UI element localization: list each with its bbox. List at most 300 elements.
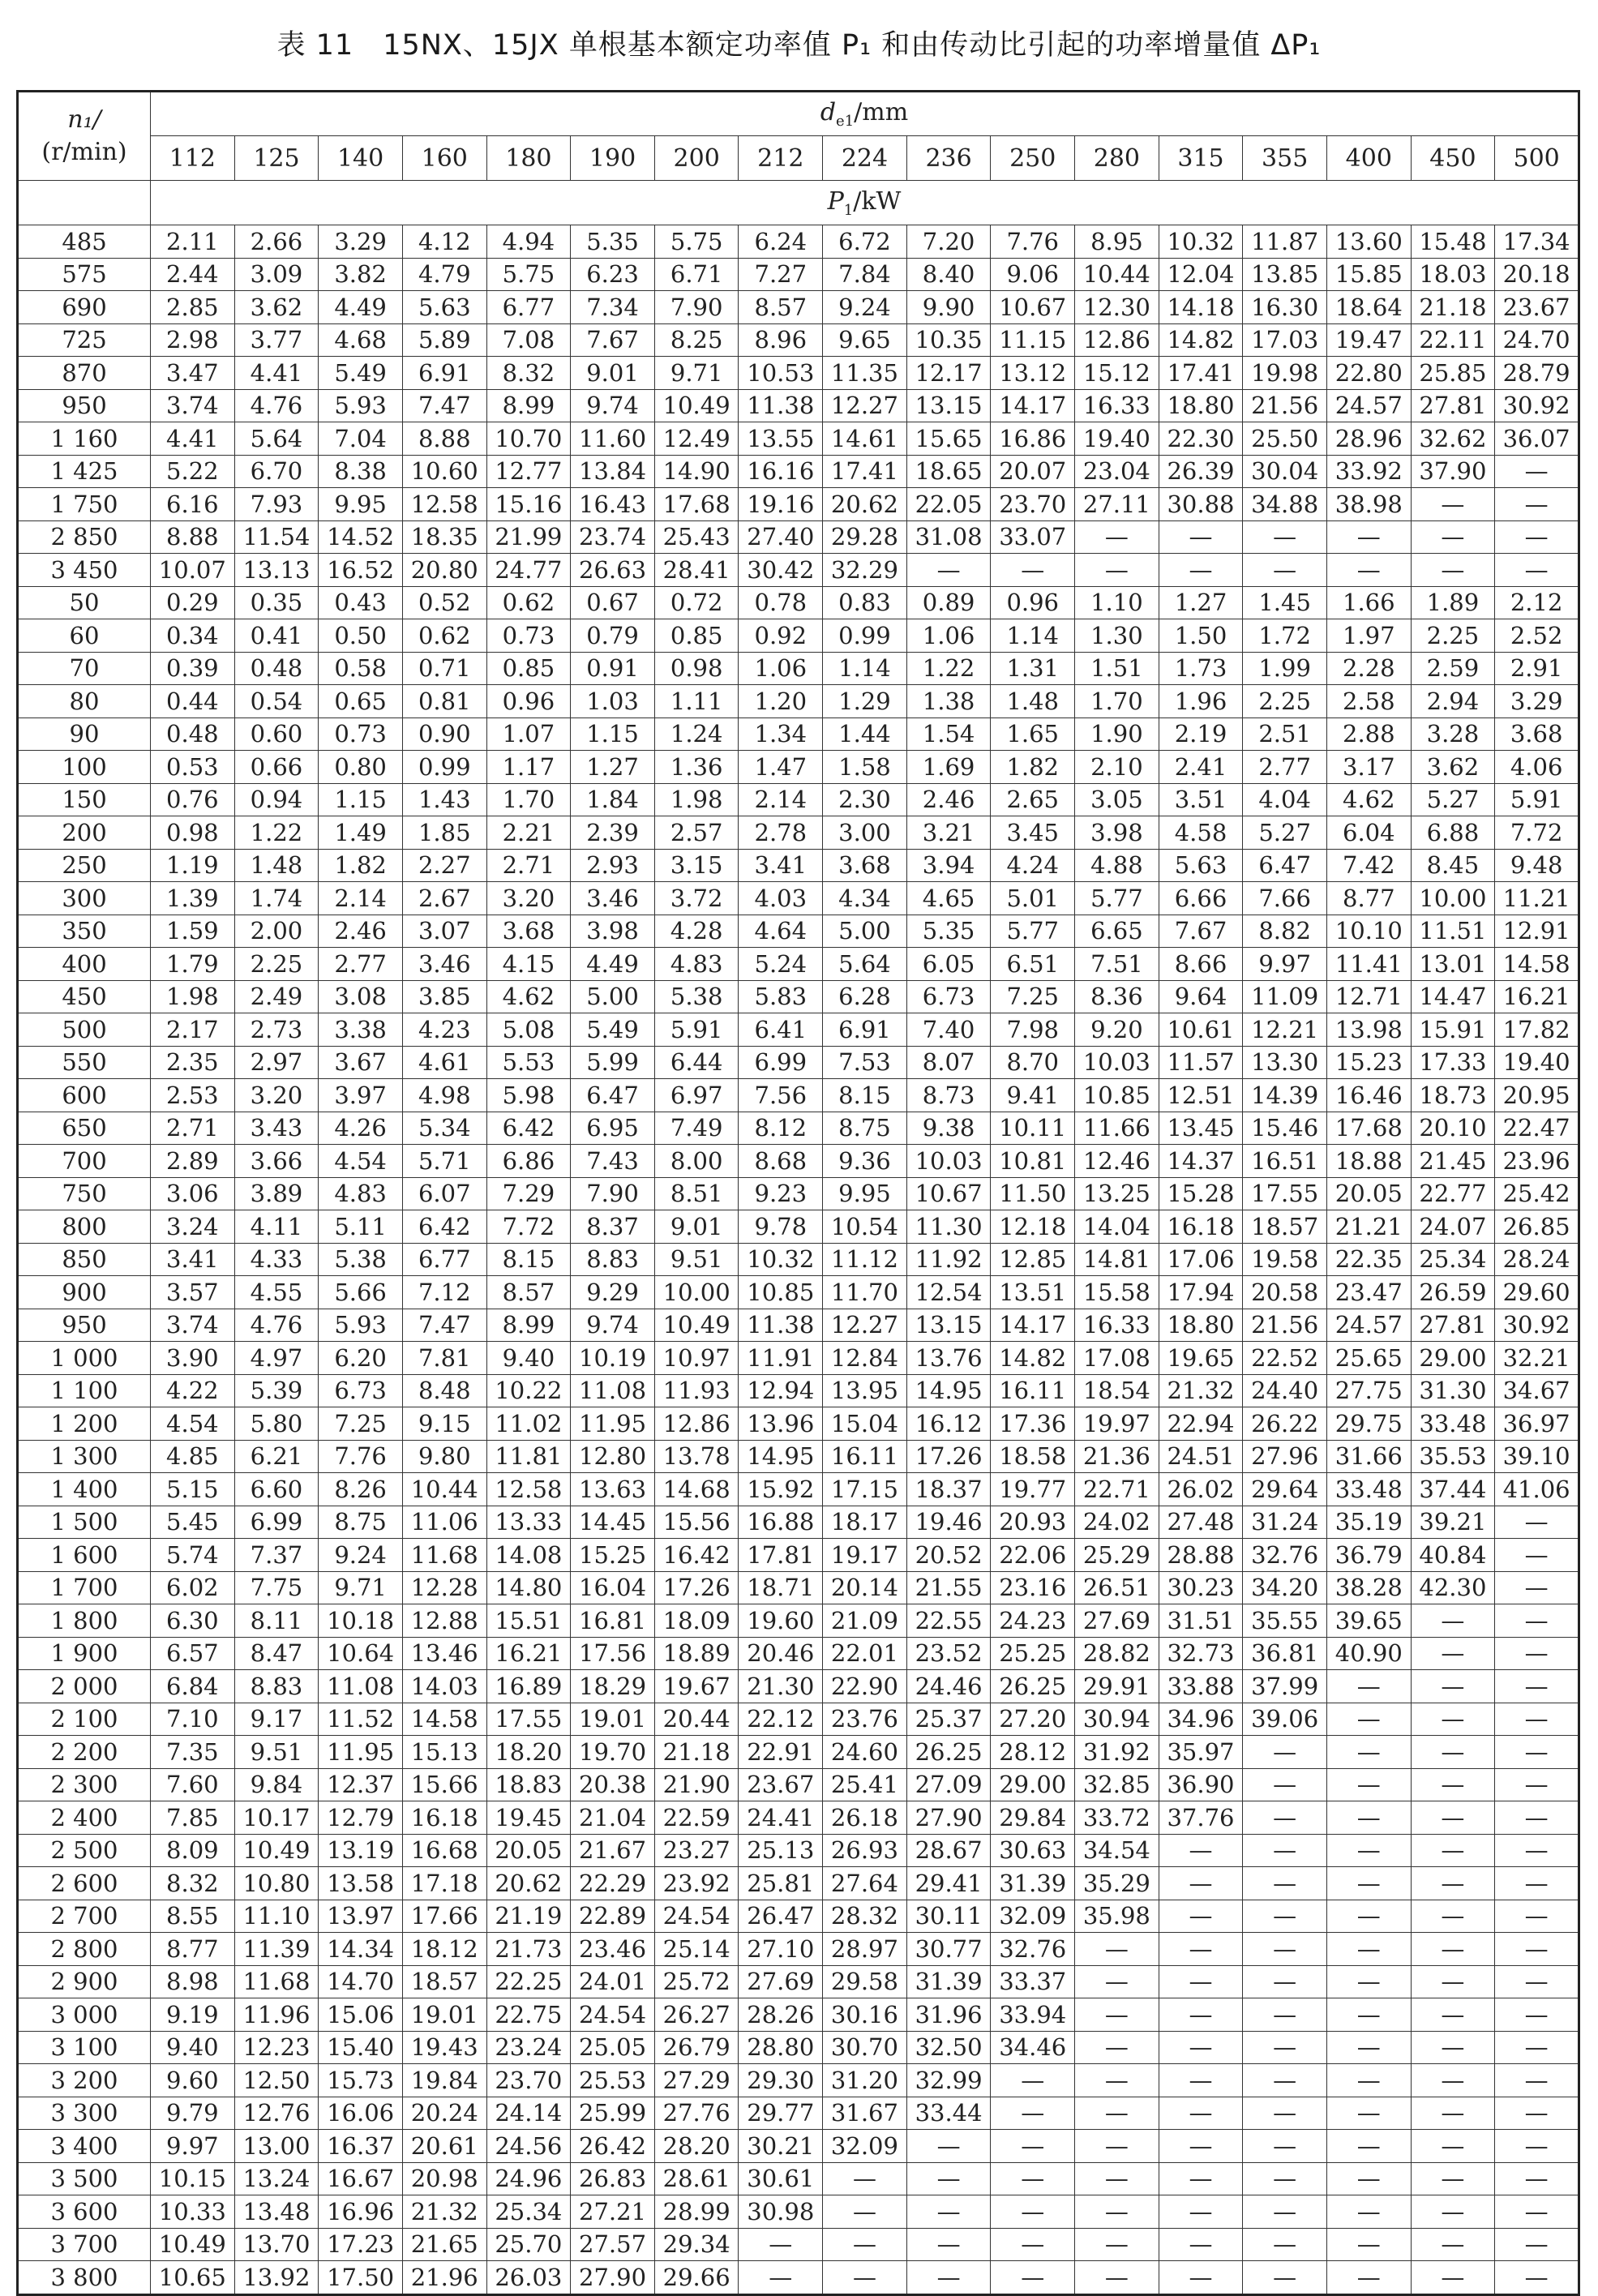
- power-cell: 4.26: [319, 1112, 403, 1145]
- power-cell: 40.84: [1411, 1539, 1495, 1572]
- power-cell: 8.25: [654, 323, 739, 357]
- power-cell: 12.50: [234, 2064, 319, 2097]
- power-cell: 1.27: [571, 751, 655, 784]
- power-cell: 9.24: [823, 291, 907, 324]
- power-cell: 11.08: [319, 1670, 403, 1703]
- power-cell: 7.53: [823, 1046, 907, 1079]
- power-cell: 28.26: [739, 1998, 823, 2032]
- power-cell: 5.27: [1243, 816, 1327, 850]
- power-cell: 9.20: [1075, 1013, 1159, 1047]
- power-cell: —: [1159, 1933, 1243, 1966]
- power-cell: 25.99: [571, 2097, 655, 2130]
- power-cell: 34.88: [1243, 488, 1327, 521]
- table-row: [18, 1801, 1579, 1835]
- power-cell: —: [1326, 2195, 1411, 2229]
- diameter-value: 400: [1326, 136, 1411, 181]
- power-cell: —: [1243, 2195, 1327, 2229]
- power-cell: 15.66: [402, 1768, 486, 1801]
- diameter-label: d: [820, 98, 837, 126]
- power-cell: 27.75: [1326, 1374, 1411, 1407]
- rpm-cell: 3 500: [18, 2162, 151, 2195]
- power-cell: 24.70: [1495, 323, 1579, 357]
- power-cell: 6.57: [151, 1637, 235, 1670]
- power-cell: 2.10: [1075, 751, 1159, 784]
- power-cell: 4.06: [1495, 751, 1579, 784]
- power-cell: 4.97: [234, 1342, 319, 1375]
- power-cell: —: [1326, 554, 1411, 587]
- power-cell: 4.62: [486, 980, 571, 1013]
- power-cell: 30.11: [906, 1900, 991, 1933]
- power-cell: 5.34: [402, 1112, 486, 1145]
- power-cell: 0.90: [402, 718, 486, 751]
- power-cell: 1.24: [654, 718, 739, 751]
- power-cell: 4.94: [486, 225, 571, 259]
- power-cell: 14.03: [402, 1670, 486, 1703]
- power-cell: 20.58: [1243, 1276, 1327, 1309]
- power-cell: 17.34: [1495, 225, 1579, 259]
- power-cell: 12.37: [319, 1768, 403, 1801]
- rpm-cell: 2 200: [18, 1736, 151, 1769]
- power-cell: —: [1495, 2130, 1579, 2163]
- power-cell: —: [1495, 1539, 1579, 1572]
- power-cell: 12.71: [1326, 980, 1411, 1013]
- table-row: [18, 2261, 1579, 2295]
- power-cell: 16.30: [1243, 291, 1327, 324]
- power-cell: 15.58: [1075, 1276, 1159, 1309]
- rpm-cell: 2 700: [18, 1900, 151, 1933]
- power-cell: 20.62: [823, 488, 907, 521]
- power-cell: 18.09: [654, 1604, 739, 1638]
- power-cell: 23.04: [1075, 455, 1159, 488]
- power-cell: 22.29: [571, 1867, 655, 1900]
- power-cell: 4.83: [319, 1177, 403, 1210]
- power-cell: 30.04: [1243, 455, 1327, 488]
- power-cell: 9.65: [823, 323, 907, 357]
- table-row: [18, 291, 1579, 324]
- power-cell: 20.10: [1411, 1112, 1495, 1145]
- power-cell: 28.12: [991, 1736, 1075, 1769]
- power-cell: —: [1411, 520, 1495, 554]
- power-cell: 10.49: [234, 1834, 319, 1867]
- power-cell: —: [1075, 520, 1159, 554]
- power-cell: 13.84: [571, 455, 655, 488]
- power-cell: 20.95: [1495, 1079, 1579, 1112]
- power-cell: 2.89: [151, 1145, 235, 1178]
- power-cell: 9.01: [654, 1210, 739, 1244]
- power-cell: 27.90: [906, 1801, 991, 1835]
- power-cell: 18.12: [402, 1933, 486, 1966]
- power-cell: 5.35: [906, 915, 991, 948]
- power-cell: 26.47: [739, 1900, 823, 1933]
- power-cell: 27.90: [571, 2261, 655, 2295]
- power-cell: —: [991, 2162, 1075, 2195]
- power-cell: 17.08: [1075, 1342, 1159, 1375]
- power-cell: 1.27: [1159, 586, 1243, 619]
- power-cell: 15.92: [739, 1473, 823, 1506]
- power-cell: 22.77: [1411, 1177, 1495, 1210]
- power-cell: 12.58: [402, 488, 486, 521]
- power-cell: 4.98: [402, 1079, 486, 1112]
- power-cell: 15.46: [1243, 1112, 1327, 1145]
- power-cell: 17.68: [1326, 1112, 1411, 1145]
- power-cell: 6.99: [234, 1506, 319, 1539]
- power-cell: 7.10: [151, 1703, 235, 1736]
- power-cell: 20.80: [402, 554, 486, 587]
- power-cell: 24.57: [1326, 389, 1411, 422]
- power-cell: —: [906, 2130, 991, 2163]
- power-cell: 9.48: [1495, 849, 1579, 882]
- power-cell: 37.76: [1159, 1801, 1243, 1835]
- diameter-sub: e1: [836, 113, 855, 130]
- power-cell: 15.56: [654, 1506, 739, 1539]
- power-cell: 28.41: [654, 554, 739, 587]
- power-cell: 35.98: [1075, 1900, 1159, 1933]
- power-cell: 4.34: [823, 882, 907, 915]
- power-cell: 5.01: [991, 882, 1075, 915]
- power-cell: 12.23: [234, 2031, 319, 2064]
- power-cell: 1.22: [906, 652, 991, 685]
- power-cell: 32.73: [1159, 1637, 1243, 1670]
- power-cell: 3.94: [906, 849, 991, 882]
- power-cell: 12.21: [1243, 1013, 1327, 1047]
- power-cell: 8.75: [319, 1506, 403, 1539]
- power-cell: 0.98: [654, 652, 739, 685]
- table-row: [18, 1998, 1579, 2032]
- table-row: [18, 1079, 1579, 1112]
- power-cell: 14.90: [654, 455, 739, 488]
- power-cell: 2.77: [1243, 751, 1327, 784]
- power-cell: 11.54: [234, 520, 319, 554]
- power-cell: 22.94: [1159, 1407, 1243, 1441]
- power-cell: 4.23: [402, 1013, 486, 1047]
- power-cell: —: [1159, 520, 1243, 554]
- power-cell: 29.91: [1075, 1670, 1159, 1703]
- diameter-value: 500: [1495, 136, 1579, 181]
- table-row: [18, 882, 1579, 915]
- power-cell: 9.17: [234, 1703, 319, 1736]
- rpm-cell: 400: [18, 948, 151, 981]
- power-cell: 17.26: [906, 1440, 991, 1473]
- power-cell: 18.64: [1326, 291, 1411, 324]
- power-cell: 1.58: [823, 751, 907, 784]
- power-cell: 10.44: [1075, 258, 1159, 291]
- power-cell: 12.46: [1075, 1145, 1159, 1178]
- power-cell: 7.98: [991, 1013, 1075, 1047]
- table-row: [18, 586, 1579, 619]
- power-cell: 6.20: [319, 1342, 403, 1375]
- power-cell: 10.32: [739, 1243, 823, 1276]
- power-cell: 4.55: [234, 1276, 319, 1309]
- power-cell: 11.95: [319, 1736, 403, 1769]
- power-cell: 7.47: [402, 1309, 486, 1342]
- power-cell: 14.47: [1411, 980, 1495, 1013]
- power-cell: 13.63: [571, 1473, 655, 1506]
- rpm-cell: 800: [18, 1210, 151, 1244]
- power-cell: 9.95: [823, 1177, 907, 1210]
- power-cell: 1.07: [486, 718, 571, 751]
- power-cell: 8.77: [1326, 882, 1411, 915]
- power-cell: 12.77: [486, 455, 571, 488]
- power-cell: 8.88: [151, 520, 235, 554]
- power-cell: —: [1495, 2195, 1579, 2229]
- power-cell: 4.41: [151, 422, 235, 456]
- rpm-cell: 1 160: [18, 422, 151, 456]
- rpm-cell: 1 000: [18, 1342, 151, 1375]
- power-cell: 0.89: [906, 586, 991, 619]
- power-cell: 3.15: [654, 849, 739, 882]
- rpm-cell: 2 500: [18, 1834, 151, 1867]
- rpm-cell: 900: [18, 1276, 151, 1309]
- table-row: [18, 619, 1579, 653]
- power-cell: 12.85: [991, 1243, 1075, 1276]
- power-cell: 4.85: [151, 1440, 235, 1473]
- power-cell: 7.75: [234, 1571, 319, 1604]
- power-cell: 2.14: [319, 882, 403, 915]
- power-cell: 0.54: [234, 685, 319, 718]
- power-cell: —: [991, 2097, 1075, 2130]
- table-row: [18, 422, 1579, 456]
- power-cell: —: [823, 2162, 907, 2195]
- power-cell: —: [1495, 1801, 1579, 1835]
- power-cell: 0.92: [739, 619, 823, 653]
- power-cell: 29.34: [654, 2228, 739, 2261]
- power-cell: —: [823, 2228, 907, 2261]
- power-cell: 25.42: [1495, 1177, 1579, 1210]
- power-cell: 4.79: [402, 258, 486, 291]
- power-cell: —: [1411, 488, 1495, 521]
- rpm-cell: 50: [18, 586, 151, 619]
- power-cell: 2.88: [1326, 718, 1411, 751]
- power-cell: 24.02: [1075, 1506, 1159, 1539]
- power-cell: 36.97: [1495, 1407, 1579, 1441]
- power-cell: 2.94: [1411, 685, 1495, 718]
- power-cell: 13.96: [739, 1407, 823, 1441]
- power-cell: 14.34: [319, 1933, 403, 1966]
- power-cell: 26.83: [571, 2162, 655, 2195]
- diameter-value: 224: [823, 136, 907, 181]
- rpm-cell: 700: [18, 1145, 151, 1178]
- table-row: [18, 225, 1579, 259]
- power-cell: 0.79: [571, 619, 655, 653]
- power-cell: 14.82: [991, 1342, 1075, 1375]
- diameter-value: 190: [571, 136, 655, 181]
- table-row: [18, 520, 1579, 554]
- power-cell: 22.35: [1326, 1243, 1411, 1276]
- power-cell: 21.67: [571, 1834, 655, 1867]
- diameter-value: 315: [1159, 136, 1243, 181]
- table-row: [18, 2195, 1579, 2229]
- power-cell: 26.42: [571, 2130, 655, 2163]
- power-cell: 9.71: [654, 357, 739, 390]
- power-cell: —: [1495, 1933, 1579, 1966]
- power-cell: 10.00: [654, 1276, 739, 1309]
- power-cell: 11.02: [486, 1407, 571, 1441]
- power-cell: 5.49: [571, 1013, 655, 1047]
- power-cell: 21.30: [739, 1670, 823, 1703]
- power-cell: 32.76: [1243, 1539, 1327, 1572]
- power-cell: —: [1411, 2064, 1495, 2097]
- power-cell: 7.42: [1326, 849, 1411, 882]
- power-cell: 27.76: [654, 2097, 739, 2130]
- power-cell: —: [1411, 554, 1495, 587]
- power-cell: 1.74: [234, 882, 319, 915]
- power-cell: —: [1159, 2031, 1243, 2064]
- power-cell: 1.96: [1159, 685, 1243, 718]
- power-cell: 14.58: [1495, 948, 1579, 981]
- power-cell: 18.71: [739, 1571, 823, 1604]
- power-cell: —: [1326, 1933, 1411, 1966]
- power-cell: 1.10: [1075, 586, 1159, 619]
- power-cell: —: [1075, 2031, 1159, 2064]
- power-cell: 11.35: [823, 357, 907, 390]
- power-cell: 22.25: [486, 1965, 571, 1998]
- power-cell: 13.48: [234, 2195, 319, 2229]
- power-cell: 6.77: [486, 291, 571, 324]
- power-cell: 13.85: [1243, 258, 1327, 291]
- power-cell: 26.85: [1495, 1210, 1579, 1244]
- power-cell: 13.15: [906, 389, 991, 422]
- power-cell: 14.18: [1159, 291, 1243, 324]
- power-cell: —: [1495, 488, 1579, 521]
- diameter-value: 140: [319, 136, 403, 181]
- power-cell: —: [1075, 1965, 1159, 1998]
- power-cell: 4.11: [234, 1210, 319, 1244]
- power-cell: 7.66: [1243, 882, 1327, 915]
- power-cell: 11.30: [906, 1210, 991, 1244]
- power-cell: —: [1411, 1604, 1495, 1638]
- power-cell: 28.88: [1159, 1539, 1243, 1572]
- power-cell: 11.12: [823, 1243, 907, 1276]
- power-cell: 8.99: [486, 1309, 571, 1342]
- power-cell: 1.03: [571, 685, 655, 718]
- power-cell: 1.50: [1159, 619, 1243, 653]
- power-cell: 11.68: [402, 1539, 486, 1572]
- power-cell: 8.51: [654, 1177, 739, 1210]
- power-cell: 22.11: [1411, 323, 1495, 357]
- power-cell: 6.77: [402, 1243, 486, 1276]
- table-row: [18, 1309, 1579, 1342]
- power-cell: 29.41: [906, 1867, 991, 1900]
- power-cell: 6.47: [1243, 849, 1327, 882]
- power-cell: 2.46: [906, 783, 991, 816]
- power-sub: 1: [843, 201, 854, 219]
- power-cell: 0.99: [823, 619, 907, 653]
- table-row: [18, 948, 1579, 981]
- power-cell: 26.39: [1159, 455, 1243, 488]
- power-cell: 5.63: [402, 291, 486, 324]
- power-cell: 13.00: [234, 2130, 319, 2163]
- power-cell: 9.36: [823, 1145, 907, 1178]
- table-row: [18, 1145, 1579, 1178]
- power-cell: 10.11: [991, 1112, 1075, 1145]
- power-cell: 16.42: [654, 1539, 739, 1572]
- power-cell: 0.52: [402, 586, 486, 619]
- power-cell: 2.41: [1159, 751, 1243, 784]
- power-cell: 26.02: [1159, 1473, 1243, 1506]
- power-cell: 5.75: [654, 225, 739, 259]
- power-cell: 8.88: [402, 422, 486, 456]
- power-cell: 23.47: [1326, 1276, 1411, 1309]
- power-cell: 11.57: [1159, 1046, 1243, 1079]
- power-cell: —: [823, 2261, 907, 2295]
- power-cell: 8.55: [151, 1900, 235, 1933]
- power-cell: —: [1495, 2162, 1579, 2195]
- power-cell: 32.09: [991, 1900, 1075, 1933]
- power-cell: 21.65: [402, 2228, 486, 2261]
- power-cell: 25.85: [1411, 357, 1495, 390]
- power-cell: 29.64: [1243, 1473, 1327, 1506]
- power-cell: 18.57: [402, 1965, 486, 1998]
- power-cell: 16.46: [1326, 1079, 1411, 1112]
- power-cell: 4.49: [319, 291, 403, 324]
- power-cell: 34.20: [1243, 1571, 1327, 1604]
- power-cell: 30.77: [906, 1933, 991, 1966]
- power-cell: —: [1495, 1604, 1579, 1638]
- rpm-unit: (r/min): [41, 138, 127, 166]
- power-cell: 24.01: [571, 1965, 655, 1998]
- power-cell: 9.97: [1243, 948, 1327, 981]
- table-row: [18, 915, 1579, 948]
- power-cell: 1.20: [739, 685, 823, 718]
- power-cell: 11.81: [486, 1440, 571, 1473]
- power-cell: 16.04: [571, 1571, 655, 1604]
- power-cell: 4.12: [402, 225, 486, 259]
- power-cell: 18.80: [1159, 1309, 1243, 1342]
- power-cell: 28.99: [654, 2195, 739, 2229]
- power-cell: 13.58: [319, 1867, 403, 1900]
- power-cell: 4.41: [234, 357, 319, 390]
- power-cell: 1.17: [486, 751, 571, 784]
- power-cell: 22.75: [486, 1998, 571, 2032]
- power-cell: 9.79: [151, 2097, 235, 2130]
- power-cell: 24.40: [1243, 1374, 1327, 1407]
- rpm-cell: 500: [18, 1013, 151, 1047]
- power-cell: 6.88: [1411, 816, 1495, 850]
- power-cell: 18.29: [571, 1670, 655, 1703]
- power-cell: 0.73: [319, 718, 403, 751]
- power-cell: 11.41: [1326, 948, 1411, 981]
- power-cell: 4.22: [151, 1374, 235, 1407]
- power-cell: 18.37: [906, 1473, 991, 1506]
- rpm-cell: 2 300: [18, 1768, 151, 1801]
- power-cell: 3.09: [234, 258, 319, 291]
- power-cell: 10.97: [654, 1342, 739, 1375]
- power-cell: 2.35: [151, 1046, 235, 1079]
- power-cell: 2.66: [234, 225, 319, 259]
- power-cell: —: [1411, 2261, 1495, 2295]
- rpm-cell: 950: [18, 389, 151, 422]
- rpm-header-spacer: [18, 181, 151, 225]
- power-cell: 23.67: [1495, 291, 1579, 324]
- power-cell: 4.15: [486, 948, 571, 981]
- power-cell: 6.86: [486, 1145, 571, 1178]
- rpm-cell: 950: [18, 1309, 151, 1342]
- power-cell: 2.25: [1243, 685, 1327, 718]
- power-cell: 3.06: [151, 1177, 235, 1210]
- power-cell: 5.08: [486, 1013, 571, 1047]
- power-cell: 2.19: [1159, 718, 1243, 751]
- power-cell: 0.48: [151, 718, 235, 751]
- power-cell: 4.61: [402, 1046, 486, 1079]
- power-cell: 8.09: [151, 1834, 235, 1867]
- power-cell: 7.43: [571, 1145, 655, 1178]
- power-cell: 7.29: [486, 1177, 571, 1210]
- rpm-cell: 850: [18, 1243, 151, 1276]
- power-cell: 0.98: [151, 816, 235, 850]
- power-cell: 2.28: [1326, 652, 1411, 685]
- power-cell: 16.51: [1243, 1145, 1327, 1178]
- power-cell: 13.55: [739, 422, 823, 456]
